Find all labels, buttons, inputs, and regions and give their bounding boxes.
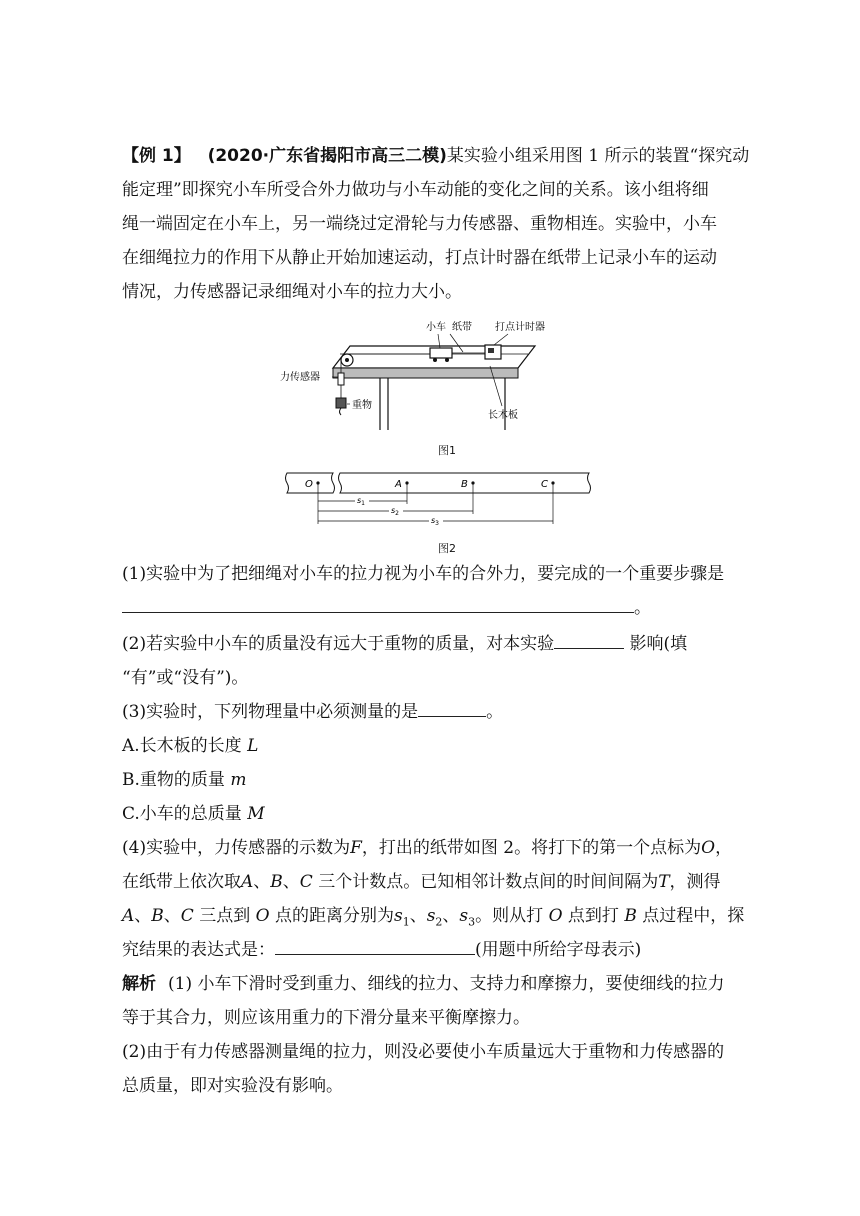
question-2-cont: “有”或“没有”)。 [122, 668, 249, 688]
question-4-line-2: 在纸带上依次取A、B、C 三个计数点。已知相邻计数点间的时间间隔为T，测得 [122, 872, 721, 892]
question-2: (2)若实验中小车的质量没有远大于重物的质量，对本实验 影响(填 [122, 627, 687, 662]
question-4-line-4: 究结果的表达式是： (用题中所给字母表示) [122, 933, 641, 968]
question-4-line-1: (4)实验中，力传感器的示数为F，打出的纸带如图 2。将打下的第一个点标为O， [122, 838, 733, 858]
cart [430, 348, 452, 358]
answer-blank-2[interactable] [554, 630, 624, 649]
example-intro-line-1 [122, 139, 749, 174]
intro-text-1: 某实验小组采用图 1 所示的装置“探究动 [446, 146, 750, 166]
label-c: C [541, 479, 548, 490]
weight-block [336, 398, 346, 408]
label-tape: 纸带 [452, 322, 472, 333]
label-s1: $s_1$ [357, 496, 365, 507]
label-o: O [305, 479, 313, 490]
label-b: B [461, 479, 468, 490]
example-intro-line-2: 能定理”即探究小车所受合外力做功与小车动能的变化之间的关系。该小组将细 [122, 180, 709, 200]
option-a: A.长木板的长度 L [122, 736, 259, 756]
analysis-line-1: 解析 (1) 小车下滑时受到重力、细线的拉力、支持力和摩擦力，要使细线的拉力 [122, 974, 725, 994]
label-s3: $s_3$ [431, 516, 439, 526]
analysis-line-3: (2)由于有力传感器测量绳的拉力，则没必要使小车质量远大于重物和力传感器的 [122, 1042, 725, 1062]
analysis-line-2: 等于其合力，则应该用重力的下滑分量来平衡摩擦力。 [122, 1008, 530, 1028]
label-cart: 小车 [426, 322, 446, 333]
question-1-answer-line: 。 [122, 591, 651, 626]
force-sensor [338, 373, 344, 385]
answer-blank-4[interactable] [275, 936, 475, 955]
answer-blank-1[interactable] [122, 594, 634, 613]
label-timer: 打点计时器 [495, 322, 545, 333]
figure-1-apparatus [280, 318, 580, 433]
example-intro-line-4: 在细绳拉力的作用下从静止开始加速运动，打点计时器在纸带上记录小车的运动 [122, 248, 717, 268]
label-s2: $s_2$ [391, 506, 399, 517]
label-sensor: 力传感器 [280, 372, 320, 383]
example-source: (2020·广东省揭阳市高三二模) [207, 146, 447, 166]
answer-blank-3[interactable] [418, 698, 486, 717]
example-intro-line-3: 绳一端固定在小车上，另一端绕过定滑轮与力传感器、重物相连。实验中，小车 [122, 214, 717, 234]
question-3: (3)实验时，下列物理量中必须测量的是 。 [122, 695, 503, 730]
figure-1-caption: 图1 [438, 444, 456, 457]
label-weight: 重物 [352, 400, 372, 411]
label-board: 长木板 [488, 410, 518, 421]
question-4-line-3: A、B、C 三点到 O 点的距离分别为$s_1$、$s_2$、$s_3$。则从打 O 点到打 B 点过程中，探 [122, 906, 745, 929]
figure-2-tape [285, 468, 595, 526]
example-label: 【例 1】 [122, 146, 191, 166]
analysis-line-4: 总质量，即对实验没有影响。 [122, 1076, 343, 1096]
label-a: A [395, 479, 402, 490]
option-c: C.小车的总质量 M [122, 804, 265, 824]
example-intro-line-5: 情况，力传感器记录细绳对小车的拉力大小。 [122, 282, 462, 302]
figure-2-caption: 图2 [438, 542, 456, 555]
long-board [333, 368, 518, 378]
analysis-label: 解析 [122, 974, 156, 994]
question-1: (1)实验中为了把细绳对小车的拉力视为小车的合外力，要完成的一个重要步骤是 [122, 564, 725, 584]
option-b: B.重物的质量 m [122, 770, 247, 790]
